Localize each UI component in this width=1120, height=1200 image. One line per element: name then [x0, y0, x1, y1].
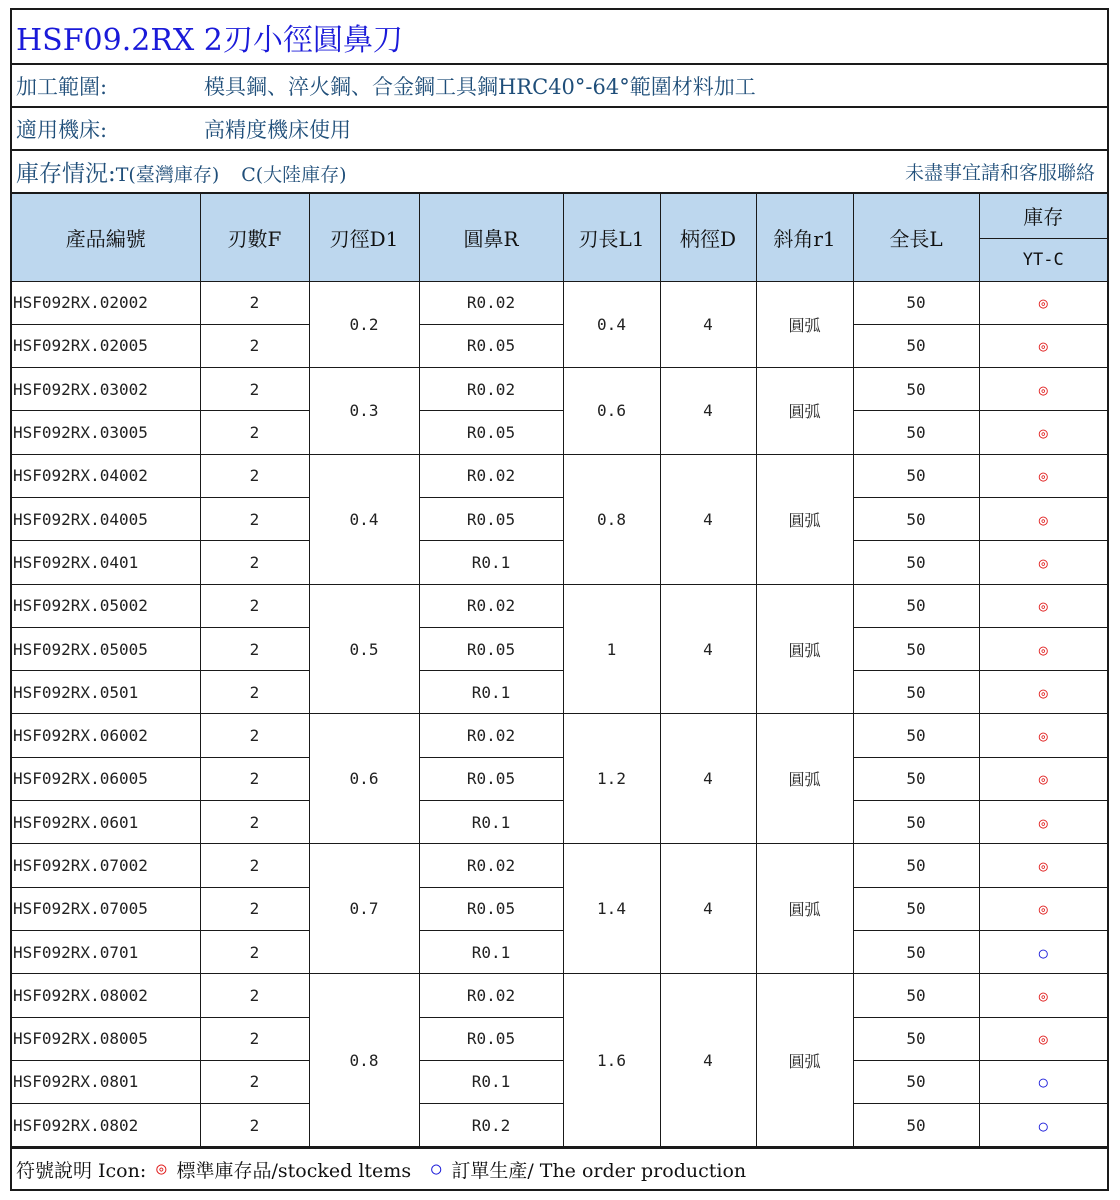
stocked-symbol-icon: ◎ [1038, 380, 1048, 399]
cell-chamfer: 圓弧 [756, 714, 853, 844]
cell-shank: 4 [660, 454, 756, 584]
order-symbol-icon: ○ [1038, 943, 1048, 962]
cell-diameter: 0.3 [309, 368, 419, 455]
cell-stock [979, 281, 1107, 324]
cell-stock [979, 497, 1107, 540]
cell-stock [979, 887, 1107, 930]
table-row [12, 801, 1107, 844]
table-row [12, 1017, 1107, 1060]
cell-code: HSF092RX.0501 [12, 671, 200, 714]
table-row [12, 1104, 1107, 1147]
header-shank: 柄徑D [660, 194, 756, 281]
table-row [12, 671, 1107, 714]
stocked-symbol-icon: ◎ [1038, 900, 1048, 919]
cell-flutes: 2 [200, 411, 309, 454]
cell-length: 1.4 [563, 844, 660, 974]
cell-total-length: 50 [853, 974, 979, 1017]
cell-total-length: 50 [853, 497, 979, 540]
table-row [12, 324, 1107, 367]
cell-length: 1.6 [563, 974, 660, 1147]
table-row [12, 281, 1107, 324]
stocked-symbol-icon: ◎ [1038, 467, 1048, 486]
cell-shank: 4 [660, 974, 756, 1147]
product-table-body [12, 281, 1107, 1147]
stock-status-c: C(大陸庫存) [241, 164, 347, 186]
cell-shank: 4 [660, 844, 756, 974]
cell-radius: R0.02 [419, 974, 563, 1017]
cell-diameter: 0.6 [309, 714, 419, 844]
scope-row [12, 65, 1107, 108]
cell-stock [979, 844, 1107, 887]
cell-stock [979, 584, 1107, 627]
cell-stock [979, 714, 1107, 757]
cell-code: HSF092RX.08005 [12, 1017, 200, 1060]
table-row [12, 757, 1107, 800]
cell-radius: R0.05 [419, 887, 563, 930]
table-row [12, 1060, 1107, 1103]
legend-order-text: 訂單生產/ The order production [451, 1159, 747, 1182]
cell-stock [979, 1060, 1107, 1103]
cell-flutes: 2 [200, 1104, 309, 1147]
cell-flutes: 2 [200, 454, 309, 497]
cell-flutes: 2 [200, 930, 309, 973]
cell-radius: R0.1 [419, 1060, 563, 1103]
cell-radius: R0.05 [419, 627, 563, 670]
stocked-symbol-icon: ◎ [1038, 1030, 1048, 1049]
cell-code: HSF092RX.0701 [12, 930, 200, 973]
cell-length: 0.6 [563, 368, 660, 455]
cell-radius: R0.05 [419, 497, 563, 540]
header-chamfer: 斜角r1 [756, 194, 853, 281]
cell-flutes: 2 [200, 368, 309, 411]
table-row [12, 368, 1107, 411]
cell-flutes: 2 [200, 281, 309, 324]
stocked-symbol-icon: ◎ [1038, 337, 1048, 356]
cell-flutes: 2 [200, 497, 309, 540]
header-stock-sub: YT-C [979, 238, 1107, 281]
header-length: 刃長L1 [563, 194, 660, 281]
cell-flutes: 2 [200, 801, 309, 844]
cell-flutes: 2 [200, 844, 309, 887]
cell-radius: R0.1 [419, 541, 563, 584]
cell-total-length: 50 [853, 757, 979, 800]
stocked-symbol-icon: ◎ [1038, 857, 1048, 875]
cell-code: HSF092RX.0801 [12, 1060, 200, 1103]
header-radius: 圓鼻R [419, 194, 563, 281]
cell-code: HSF092RX.04005 [12, 497, 200, 540]
cell-stock [979, 974, 1107, 1017]
cell-code: HSF092RX.0601 [12, 801, 200, 844]
cell-radius: R0.02 [419, 714, 563, 757]
product-table [12, 194, 1107, 1147]
cell-radius: R0.02 [419, 281, 563, 324]
scope-value: 模具鋼、淬火鋼、合金鋼工具鋼HRC40°-64°範圍材料加工 [204, 74, 756, 99]
cell-code: HSF092RX.02005 [12, 324, 200, 367]
cell-diameter: 0.8 [309, 974, 419, 1147]
cell-radius: R0.02 [419, 844, 563, 887]
cell-flutes: 2 [200, 584, 309, 627]
cell-stock [979, 671, 1107, 714]
cell-shank: 4 [660, 584, 756, 714]
cell-code: HSF092RX.03005 [12, 411, 200, 454]
cell-chamfer: 圓弧 [756, 844, 853, 974]
cell-length: 1.2 [563, 714, 660, 844]
header-diameter: 刃徑D1 [309, 194, 419, 281]
cell-flutes: 2 [200, 541, 309, 584]
cell-flutes: 2 [200, 757, 309, 800]
cell-radius: R0.05 [419, 757, 563, 800]
cell-total-length: 50 [853, 324, 979, 367]
cell-code: HSF092RX.07002 [12, 844, 200, 887]
table-row [12, 887, 1107, 930]
cell-chamfer: 圓弧 [756, 281, 853, 368]
cell-diameter: 0.7 [309, 844, 419, 974]
table-row [12, 844, 1107, 887]
cell-radius: R0.05 [419, 1017, 563, 1060]
cell-chamfer: 圓弧 [756, 974, 853, 1147]
stocked-symbol-icon: ◎ [1038, 294, 1048, 313]
cell-total-length: 50 [853, 1017, 979, 1060]
cell-flutes: 2 [200, 974, 309, 1017]
cell-stock [979, 801, 1107, 844]
cell-total-length: 50 [853, 801, 979, 844]
order-symbol-icon: ○ [1038, 1116, 1048, 1135]
stock-status-row [12, 151, 1107, 194]
stocked-symbol-icon: ◎ [1038, 770, 1048, 789]
cell-code: HSF092RX.03002 [12, 368, 200, 411]
header-total-length: 全長L [853, 194, 979, 281]
cell-code: HSF092RX.04002 [12, 454, 200, 497]
cell-code: HSF092RX.0401 [12, 541, 200, 584]
cell-diameter: 0.5 [309, 584, 419, 714]
cell-total-length: 50 [853, 368, 979, 411]
cell-radius: R0.1 [419, 671, 563, 714]
cell-radius: R0.02 [419, 584, 563, 627]
stock-status [16, 155, 347, 188]
cell-total-length: 50 [853, 411, 979, 454]
cell-radius: R0.1 [419, 801, 563, 844]
cell-shank: 4 [660, 281, 756, 368]
cell-total-length: 50 [853, 541, 979, 584]
cell-stock [979, 324, 1107, 367]
legend [12, 1147, 1107, 1189]
order-symbol-icon: ○ [431, 1159, 442, 1180]
table-row [12, 411, 1107, 454]
cell-shank: 4 [660, 714, 756, 844]
stocked-symbol-icon: ◎ [1038, 986, 1048, 1005]
cell-flutes: 2 [200, 324, 309, 367]
cell-total-length: 50 [853, 281, 979, 324]
stocked-symbol-icon: ◎ [1038, 683, 1048, 702]
cell-stock [979, 1017, 1107, 1060]
cell-code: HSF092RX.05002 [12, 584, 200, 627]
cell-flutes: 2 [200, 714, 309, 757]
cell-stock [979, 541, 1107, 584]
machine-row [12, 108, 1107, 151]
cell-flutes: 2 [200, 1060, 309, 1103]
cell-code: HSF092RX.07005 [12, 887, 200, 930]
cell-total-length: 50 [853, 584, 979, 627]
cell-chamfer: 圓弧 [756, 368, 853, 455]
cell-flutes: 2 [200, 627, 309, 670]
header-stock: 庫存 [979, 194, 1107, 238]
cell-code: HSF092RX.06005 [12, 757, 200, 800]
stocked-symbol-icon: ◎ [1038, 727, 1048, 746]
cell-stock [979, 757, 1107, 800]
cell-code: HSF092RX.05005 [12, 627, 200, 670]
legend-stock-text: 標準庫存品/stocked ltems [176, 1159, 412, 1182]
machine-label: 適用機床: [16, 117, 108, 142]
cell-stock [979, 454, 1107, 497]
cell-total-length: 50 [853, 627, 979, 670]
cell-stock [979, 930, 1107, 973]
cell-diameter: 0.2 [309, 281, 419, 368]
cell-code: HSF092RX.02002 [12, 281, 200, 324]
cell-shank: 4 [660, 368, 756, 455]
cell-total-length: 50 [853, 844, 979, 887]
table-row [12, 541, 1107, 584]
cell-stock [979, 1104, 1107, 1147]
cell-diameter: 0.4 [309, 454, 419, 584]
table-row [12, 930, 1107, 973]
machine-value: 高精度機床使用 [204, 117, 351, 142]
cell-radius: R0.2 [419, 1104, 563, 1147]
stock-status-t: T(臺灣庫存) [115, 164, 220, 186]
cell-radius: R0.05 [419, 411, 563, 454]
cell-flutes: 2 [200, 1017, 309, 1060]
stocked-symbol-icon: ◎ [1038, 597, 1048, 616]
stocked-symbol-icon: ◎ [1038, 553, 1048, 572]
cell-flutes: 2 [200, 671, 309, 714]
table-row [12, 497, 1107, 540]
legend-label: 符號說明 Icon: [16, 1159, 147, 1182]
title-row [12, 10, 1107, 65]
cell-stock [979, 368, 1107, 411]
cell-stock [979, 627, 1107, 670]
header-flutes: 刃數F [200, 194, 309, 281]
cell-code: HSF092RX.0802 [12, 1104, 200, 1147]
table-row [12, 454, 1107, 497]
cell-total-length: 50 [853, 1060, 979, 1103]
order-symbol-icon: ○ [1038, 1073, 1048, 1092]
header-code: 產品編號 [12, 194, 200, 281]
cell-length: 0.8 [563, 454, 660, 584]
stock-status-label: 庫存情況: [16, 161, 116, 187]
table-row [12, 714, 1107, 757]
cell-code: HSF092RX.08002 [12, 974, 200, 1017]
stocked-symbol-icon: ◎ [1038, 813, 1048, 832]
table-row [12, 584, 1107, 627]
cell-total-length: 50 [853, 671, 979, 714]
stocked-symbol-icon: ◎ [1038, 510, 1048, 529]
cell-code: HSF092RX.06002 [12, 714, 200, 757]
contact-note: 未盡事宜請和客服聯絡 [904, 162, 1095, 184]
stocked-symbol-icon: ◎ [1038, 640, 1048, 659]
cell-chamfer: 圓弧 [756, 584, 853, 714]
table-row [12, 627, 1107, 670]
page-title: HSF09.2RX 2刃小徑圓鼻刀 [16, 22, 403, 58]
cell-total-length: 50 [853, 714, 979, 757]
cell-total-length: 50 [853, 1104, 979, 1147]
cell-length: 1 [563, 584, 660, 714]
stocked-symbol-icon: ◎ [156, 1159, 167, 1180]
cell-radius: R0.02 [419, 454, 563, 497]
cell-length: 0.4 [563, 281, 660, 368]
cell-total-length: 50 [853, 454, 979, 497]
product-sheet [10, 8, 1109, 1191]
cell-radius: R0.05 [419, 324, 563, 367]
cell-chamfer: 圓弧 [756, 454, 853, 584]
table-row [12, 974, 1107, 1017]
cell-total-length: 50 [853, 930, 979, 973]
stocked-symbol-icon: ◎ [1038, 424, 1048, 443]
cell-radius: R0.1 [419, 930, 563, 973]
scope-label: 加工範圍: [16, 74, 108, 99]
cell-flutes: 2 [200, 887, 309, 930]
cell-radius: R0.02 [419, 368, 563, 411]
cell-stock [979, 411, 1107, 454]
cell-total-length: 50 [853, 887, 979, 930]
